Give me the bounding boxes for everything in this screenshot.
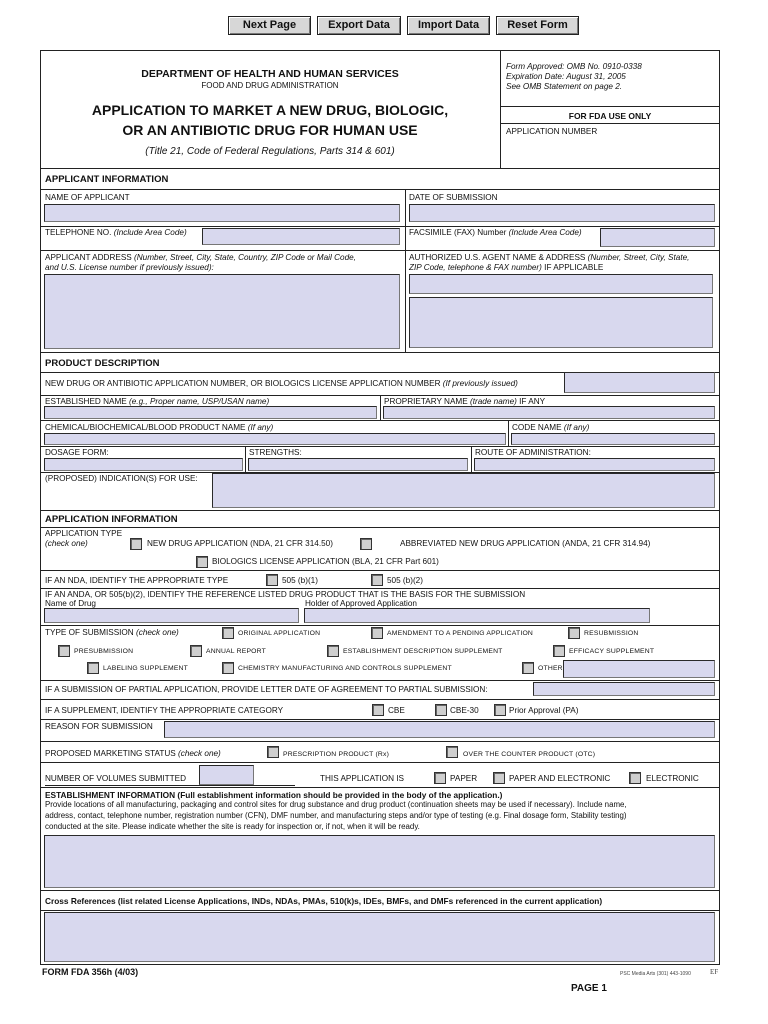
fax-input[interactable] [600, 228, 715, 247]
divider [40, 226, 720, 227]
divider [40, 625, 720, 626]
divider [508, 420, 509, 446]
omb-statement-note: See OMB Statement on page 2. [506, 82, 623, 91]
prior-approval-checkbox[interactable] [494, 704, 506, 716]
code-name-label: CODE NAME (If any) [512, 423, 590, 432]
divider [40, 680, 720, 681]
divider [40, 570, 720, 571]
divider [500, 123, 720, 124]
dosage-form-input[interactable] [44, 458, 243, 471]
indications-input[interactable] [212, 473, 715, 508]
divider [40, 741, 720, 742]
labeling-supplement-checkbox[interactable] [87, 662, 99, 674]
agency-name: FOOD AND DRUG ADMINISTRATION [201, 81, 339, 90]
reason-label: REASON FOR SUBMISSION [45, 722, 153, 731]
cross-references-heading: Cross References (list related License Applications, INDs, NDAs, PMAs, 510(k)s, IDEs, BMFs, and DMFs referenced in the current application) [45, 896, 603, 906]
established-name-input[interactable] [44, 406, 377, 419]
divider [45, 785, 295, 786]
this-application-label: THIS APPLICATION IS [320, 774, 405, 783]
header-divider [500, 50, 501, 168]
product-section-heading: PRODUCT DESCRIPTION [45, 358, 160, 369]
agent-label: AUTHORIZED U.S. AGENT NAME & ADDRESS (Number, Street, City, State, [409, 253, 690, 262]
divider [40, 510, 720, 511]
nda-type-label: IF AN NDA, IDENTIFY THE APPROPRIATE TYPE [45, 576, 229, 585]
divider [40, 527, 720, 528]
department-name: DEPARTMENT OF HEALTH AND HUMAN SERVICES [141, 68, 399, 80]
partial-application-label: IF A SUBMISSION OF PARTIAL APPLICATION, PROVIDE LETTER DATE OF AGREEMENT TO PARTIAL SUBMISSION: [45, 685, 488, 694]
fax-label: FACSIMILE (FAX) Number (Include Area Code) [409, 228, 582, 237]
form-number: FORM FDA 356h (4/03) [42, 967, 139, 977]
establishment-description-checkbox[interactable] [327, 645, 339, 657]
original-application-checkbox[interactable] [222, 627, 234, 639]
original-application-label: ORIGINAL APPLICATION [238, 630, 321, 637]
strengths-input[interactable] [248, 458, 468, 471]
efficacy-supplement-checkbox[interactable] [553, 645, 565, 657]
other-input[interactable] [563, 660, 715, 678]
cmc-supplement-label: CHEMISTRY MANUFACTURING AND CONTROLS SUPPLEMENT [238, 665, 452, 672]
other-checkbox[interactable] [522, 662, 534, 674]
establishment-instructions-line1: Provide locations of all manufacturing, packaging and control sites for drug substance and drug product (continuation sheets may be used if necessary). Include name, [45, 800, 627, 809]
applicant-address-input[interactable] [44, 274, 400, 349]
divider [40, 787, 720, 788]
bla-checkbox[interactable] [196, 556, 208, 568]
nda-label: NEW DRUG APPLICATION (NDA, 21 CFR 314.50) [147, 539, 333, 548]
divider [40, 762, 720, 763]
telephone-label: TELEPHONE NO. (Include Area Code) [45, 228, 187, 237]
establishment-description-label: ESTABLISHMENT DESCRIPTION SUPPLEMENT [343, 648, 503, 655]
cbe-checkbox[interactable] [372, 704, 384, 716]
annual-report-label: ANNUAL REPORT [206, 648, 267, 655]
electronic-checkbox[interactable] [629, 772, 641, 784]
holder-label: Holder of Approved Application [305, 599, 417, 608]
efficacy-supplement-label: EFFICACY SUPPLEMENT [569, 648, 655, 655]
telephone-input[interactable] [202, 228, 400, 245]
divider [40, 446, 720, 447]
proprietary-name-input[interactable] [383, 406, 715, 419]
divider [40, 352, 720, 353]
applicant-address-note: and U.S. License number if previously issued): [45, 263, 214, 272]
divider [40, 910, 720, 911]
paper-checkbox[interactable] [434, 772, 446, 784]
code-name-input[interactable] [511, 433, 715, 445]
bla-label: BIOLOGICS LICENSE APPLICATION (BLA, 21 CFR Part 601) [212, 557, 439, 566]
established-name-label: ESTABLISHED NAME (e.g., Proper name, USP/USAN name) [45, 397, 270, 406]
cmc-supplement-checkbox[interactable] [222, 662, 234, 674]
cross-references-input[interactable] [44, 912, 715, 962]
expiration-date: Expiration Date: August 31, 2005 [506, 72, 626, 81]
next-page-button[interactable]: Next Page [228, 16, 311, 35]
printer-credit: PSC Media Arts (301) 443-1090 [620, 971, 691, 977]
amendment-checkbox[interactable] [371, 627, 383, 639]
ef-mark: EF [710, 968, 719, 976]
paper-electronic-checkbox[interactable] [493, 772, 505, 784]
page-number: PAGE 1 [571, 983, 607, 994]
applicant-section-heading: APPLICANT INFORMATION [45, 174, 169, 185]
route-input[interactable] [474, 458, 715, 471]
application-number-prev-label: NEW DRUG OR ANTIBIOTIC APPLICATION NUMBER, OR BIOLOGICS LICENSE APPLICATION NUMBER (If previously issued) [45, 379, 518, 388]
establishment-instructions-line3: conducted at the site. Please indicate whether the site is ready for inspection or, if not, when it will be ready. [45, 822, 420, 831]
applicant-address-label: APPLICANT ADDRESS (Number, Street, City, State, Country, ZIP Code or Mail Code, [45, 253, 356, 262]
labeling-supplement-label: LABELING SUPPLEMENT [103, 665, 189, 672]
divider [40, 719, 720, 720]
partial-application-date-input[interactable] [533, 682, 715, 696]
505b1-checkbox[interactable] [266, 574, 278, 586]
establishment-heading: ESTABLISHMENT INFORMATION (Full establishment information should be provided in the body of the application.) [45, 790, 503, 800]
505b1-label: 505 (b)(1) [282, 576, 318, 585]
divider [40, 588, 720, 589]
505b2-checkbox[interactable] [371, 574, 383, 586]
reference-drug-label: IF AN ANDA, OR 505(b)(2), IDENTIFY THE REFERENCE LISTED DRUG PRODUCT THAT IS THE BASIS FOR THE SUBMISSION [45, 590, 526, 599]
fda-use-only-label: FOR FDA USE ONLY [568, 111, 652, 121]
other-label: OTHER [538, 665, 563, 672]
applicant-name-input[interactable] [44, 204, 400, 222]
divider [500, 106, 720, 107]
otc-label: OVER THE COUNTER PRODUCT (OTC) [463, 751, 596, 758]
divider [40, 250, 720, 251]
application-section-heading: APPLICATION INFORMATION [45, 514, 178, 525]
submission-date-label: DATE OF SUBMISSION [409, 193, 498, 202]
paper-label: PAPER [450, 774, 478, 783]
omb-number: Form Approved: OMB No. 0910-0338 [506, 62, 642, 71]
volumes-label: NUMBER OF VOLUMES SUBMITTED [45, 774, 187, 783]
resubmission-checkbox[interactable] [568, 627, 580, 639]
application-type-note: (check one) [45, 539, 88, 548]
presubmission-checkbox[interactable] [58, 645, 70, 657]
rx-checkbox[interactable] [267, 746, 279, 758]
form-title-line1: APPLICATION TO MARKET A NEW DRUG, BIOLOGIC, [91, 102, 449, 118]
establishment-input[interactable] [44, 835, 715, 888]
import-data-button[interactable]: Import Data [407, 16, 490, 35]
application-number-label: APPLICATION NUMBER [506, 127, 598, 136]
dosage-form-label: DOSAGE FORM: [45, 448, 109, 457]
submission-date-input[interactable] [409, 204, 715, 222]
strengths-label: STRENGTHS: [249, 448, 302, 457]
prior-approval-label: Prior Approval (PA) [509, 706, 579, 715]
marketing-status-label: PROPOSED MARKETING STATUS (check one) [45, 749, 221, 758]
reset-form-button[interactable]: Reset Form [496, 16, 579, 35]
amendment-label: AMENDMENT TO A PENDING APPLICATION [387, 630, 534, 637]
divider [380, 395, 381, 420]
form-title-line2: OR AN ANTIBIOTIC DRUG FOR HUMAN USE [122, 122, 418, 138]
application-type-label: APPLICATION TYPE [45, 529, 123, 538]
drug-name-label: Name of Drug [45, 599, 96, 608]
chemical-name-label: CHEMICAL/BIOCHEMICAL/BLOOD PRODUCT NAME (If any) [45, 423, 274, 432]
reference-drug-name-input[interactable] [44, 608, 299, 623]
anda-label: ABBREVIATED NEW DRUG APPLICATION (ANDA, 21 CFR 314.94) [400, 539, 651, 548]
divider [471, 446, 472, 472]
holder-input[interactable] [304, 608, 650, 623]
volumes-input[interactable] [199, 765, 254, 785]
rx-label: PRESCRIPTION PRODUCT (Rx) [283, 751, 390, 758]
indications-label: (PROPOSED) INDICATION(S) FOR USE: [45, 474, 198, 483]
cbe30-checkbox[interactable] [435, 704, 447, 716]
electronic-label: ELECTRONIC [646, 774, 699, 783]
divider [40, 168, 720, 169]
divider [40, 189, 720, 190]
cbe-label: CBE [388, 706, 405, 715]
submission-type-label: TYPE OF SUBMISSION (check one) [45, 628, 179, 637]
paper-electronic-label: PAPER AND ELECTRONIC [509, 774, 611, 783]
export-data-button[interactable]: Export Data [317, 16, 401, 35]
form-subtitle: (Title 21, Code of Federal Regulations, Parts 314 & 601) [145, 146, 395, 157]
agent-address-input[interactable] [409, 297, 713, 348]
application-number-prev-input[interactable] [564, 372, 715, 393]
divider [405, 189, 406, 352]
divider [40, 699, 720, 700]
505b2-label: 505 (b)(2) [387, 576, 423, 585]
divider [245, 446, 246, 472]
divider [40, 890, 720, 891]
resubmission-label: RESUBMISSION [584, 630, 639, 637]
annual-report-checkbox[interactable] [190, 645, 202, 657]
applicant-name-label: NAME OF APPLICANT [45, 193, 130, 202]
proprietary-name-label: PROPRIETARY NAME (trade name) IF ANY [384, 397, 546, 406]
supplement-category-label: IF A SUPPLEMENT, IDENTIFY THE APPROPRIATE CATEGORY [45, 706, 284, 715]
presubmission-label: PRESUBMISSION [74, 648, 134, 655]
establishment-instructions-line2: address, contact, telephone number, registration number (CFN), DMF number, and manufacturing steps and/or type of testing (e.g. Final dosage form, Stability testing) [45, 811, 627, 820]
nda-checkbox[interactable] [130, 538, 142, 550]
agent-name-input[interactable] [409, 274, 713, 294]
anda-checkbox[interactable] [360, 538, 372, 550]
divider [40, 420, 720, 421]
cbe30-label: CBE-30 [450, 706, 479, 715]
chemical-name-input[interactable] [44, 433, 506, 445]
otc-checkbox[interactable] [446, 746, 458, 758]
agent-note: ZIP Code, telephone & FAX number) IF APPLICABLE [409, 263, 604, 272]
route-label: ROUTE OF ADMINISTRATION: [475, 448, 591, 457]
reason-input[interactable] [164, 721, 715, 738]
